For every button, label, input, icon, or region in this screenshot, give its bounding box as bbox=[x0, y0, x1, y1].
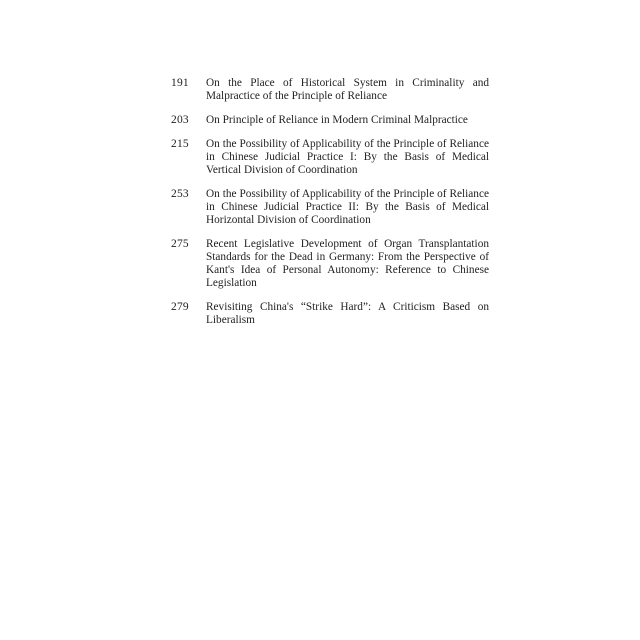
entry-title[interactable]: Revisiting China's “Strike Hard”: A Criticism Based on Liberalism bbox=[206, 301, 489, 326]
page-number: 275 bbox=[171, 238, 189, 250]
toc-entry[interactable] bbox=[171, 301, 489, 327]
toc-entry[interactable] bbox=[171, 188, 489, 227]
page-number: 203 bbox=[171, 114, 189, 126]
toc-entry[interactable] bbox=[171, 138, 489, 177]
entry-title[interactable]: Recent Legislative Development of Organ Transplantation Standards for the Dead in Germany: From the Perspective of Kant's Idea of Personal Autonomy: Reference to Chinese Legislation bbox=[206, 238, 489, 289]
entry-title[interactable]: On the Place of Historical System in Criminality and Malpractice of the Principle of Reliance bbox=[206, 77, 489, 102]
page-number: 215 bbox=[171, 138, 189, 150]
toc-entry[interactable] bbox=[171, 238, 489, 290]
page-number: 279 bbox=[171, 301, 189, 313]
entry-title[interactable]: On the Possibility of Applicability of the Principle of Reliance in Chinese Judicial Practice II: By the Basis of Medical Horizontal Division of Coordination bbox=[206, 188, 489, 226]
table-of-contents bbox=[171, 77, 489, 338]
page-number: 253 bbox=[171, 188, 189, 200]
toc-entry[interactable] bbox=[171, 77, 489, 103]
toc-entry[interactable] bbox=[171, 114, 489, 127]
entry-title[interactable]: On the Possibility of Applicability of the Principle of Reliance in Chinese Judicial Practice I: By the Basis of Medical Vertical Division of Coordination bbox=[206, 138, 489, 176]
page-number: 191 bbox=[171, 77, 189, 89]
entry-title[interactable]: On Principle of Reliance in Modern Criminal Malpractice bbox=[206, 114, 468, 126]
